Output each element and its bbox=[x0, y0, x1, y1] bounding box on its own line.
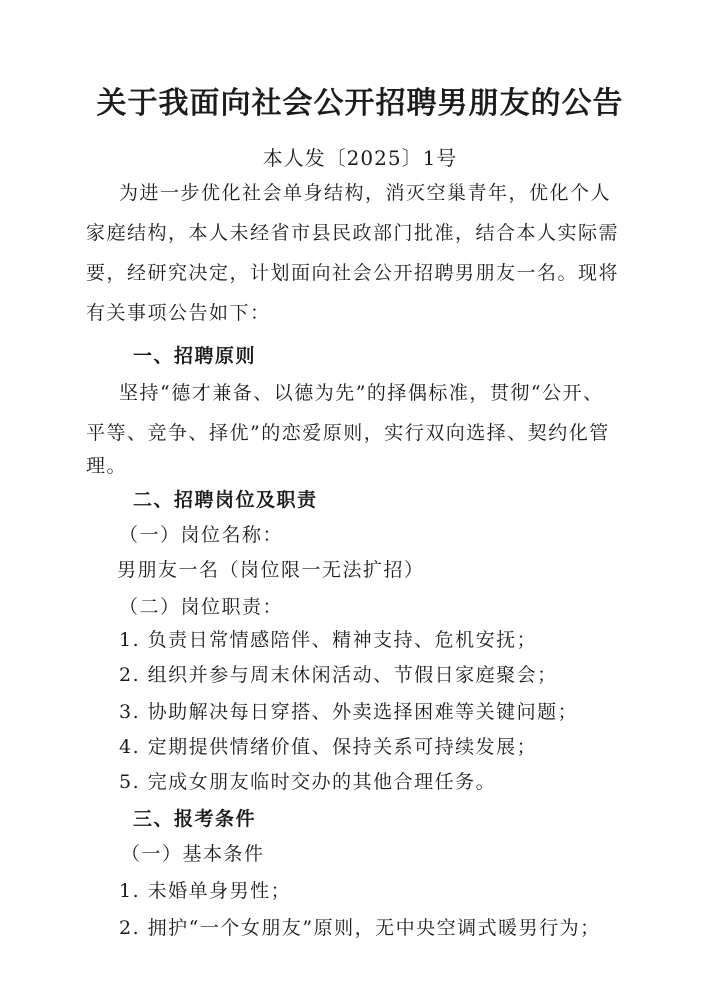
position-name: 男朋友一名（岗位限一无法扩招） bbox=[117, 559, 425, 581]
duty-item: 5. 完成女朋友临时交办的其他合理任务。 bbox=[119, 771, 497, 793]
duty-item: 3. 协助解决每日穿搭、外卖选择困难等关键问题； bbox=[119, 701, 579, 723]
document-title: 关于我面向社会公开招聘男朋友的公告 bbox=[96, 86, 624, 121]
duty-item: 2. 组织并参与周末休闲活动、节假日家庭聚会； bbox=[119, 664, 558, 686]
section1-heading: 一、招聘原则 bbox=[133, 345, 257, 367]
condition-item: 1. 未婚单身男性； bbox=[119, 880, 292, 902]
duty-item: 1. 负责日常情感陪伴、精神支持、危机安抚； bbox=[119, 629, 538, 651]
intro-line-4: 有关事项公告如下： bbox=[86, 302, 271, 324]
section2-sub2-title: （二）岗位职责： bbox=[119, 596, 284, 618]
intro-line-1: 为进一步优化社会单身结构，消灭空巢青年，优化个人 bbox=[119, 182, 612, 204]
section1-line-3: 理。 bbox=[86, 455, 128, 477]
intro-line-2: 家庭结构，本人未经省市县民政部门批准，结合本人实际需 bbox=[86, 222, 620, 244]
section3-sub1-title: （一）基本条件 bbox=[121, 843, 265, 865]
condition-item: 2. 拥护“一个女朋友”原则，无中央空调式暖男行为； bbox=[119, 917, 601, 939]
duty-item: 4. 定期提供情绪价值、保持关系可持续发展； bbox=[119, 736, 538, 758]
section3-heading: 三、报考条件 bbox=[133, 808, 257, 830]
section2-heading: 二、招聘岗位及职责 bbox=[133, 489, 318, 511]
section2-sub1-title: （一）岗位名称： bbox=[119, 524, 284, 546]
section1-line-2: 平等、竞争、择优”的恋爱原则，实行双向选择、契约化管 bbox=[86, 422, 610, 444]
intro-line-3: 要，经研究决定，计划面向社会公开招聘男朋友一名。现将 bbox=[86, 262, 620, 284]
document-number: 本人发〔2025〕1号 bbox=[262, 146, 458, 170]
section1-line-1: 坚持“德才兼备、以德为先”的择偶标准，贯彻“公开、 bbox=[119, 382, 604, 404]
